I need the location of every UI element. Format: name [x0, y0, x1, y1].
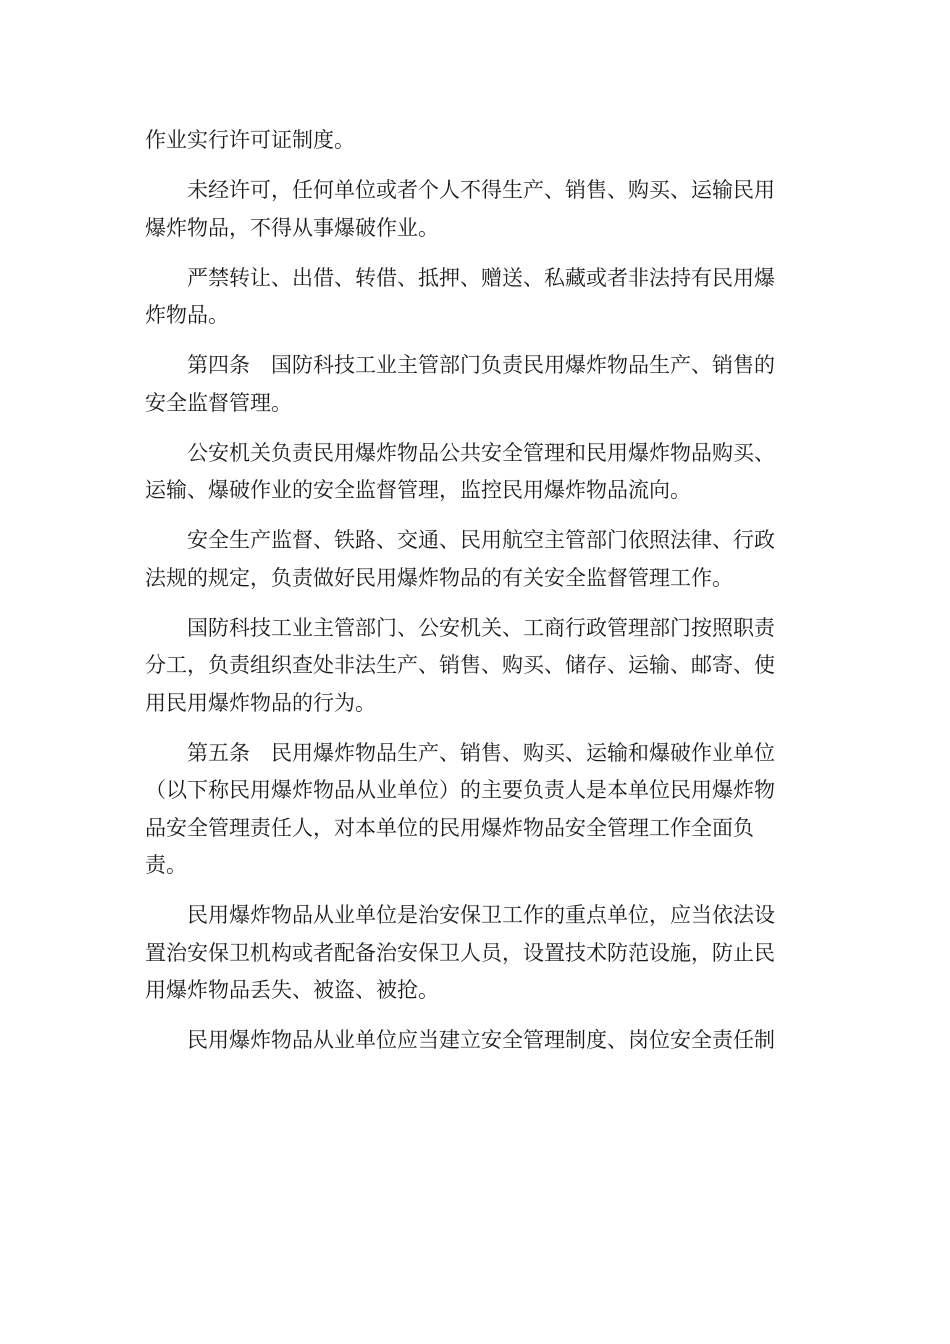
text-line: 用民用爆炸物品的行为。: [145, 690, 376, 715]
article-4-paragraph: [145, 347, 809, 422]
text-line: 炸物品。: [145, 303, 229, 327]
text-line: 作业实行许可证制度。: [145, 128, 355, 152]
text-line: 分工，负责组织查处非法生产、销售、购买、储存、运输、邮寄、使: [145, 653, 775, 677]
paragraph-10: [145, 1022, 809, 1060]
text-line: 民用爆炸物品从业单位应当建立安全管理制度、岗位安全责任制: [187, 1028, 775, 1052]
paragraph-2: [145, 172, 809, 247]
text-line: 爆炸物品，不得从事爆破作业。: [145, 215, 439, 240]
text-line: 安全监督管理。: [145, 390, 292, 415]
paragraph-9: [145, 897, 809, 1010]
text-line: 第四条 国防科技工业主管部门负责民用爆炸物品生产、销售的: [187, 353, 775, 377]
text-line: 严禁转让、出借、转借、抵押、赠送、私藏或者非法持有民用爆: [187, 265, 775, 290]
text-line: 责。: [145, 853, 187, 877]
text-line: 置治安保卫机构或者配备治安保卫人员，设置技术防范设施，防止民: [145, 940, 775, 965]
text-line: 第五条 民用爆炸物品生产、销售、购买、运输和爆破作业单位: [187, 740, 775, 765]
paragraph-3: [145, 260, 809, 335]
text-line: 品安全管理责任人，对本单位的民用爆炸物品安全管理工作全面负: [145, 815, 754, 840]
text-line: （以下称民用爆炸物品从业单位）的主要负责人是本单位民用爆炸物: [145, 778, 775, 802]
text-line: 未经许可，任何单位或者个人不得生产、销售、购买、运输民用: [187, 178, 775, 202]
text-line: 安全生产监督、铁路、交通、民用航空主管部门依照法律、行政: [187, 528, 775, 552]
paragraph-1: [145, 122, 809, 160]
paragraph-6: [145, 522, 809, 597]
text-line: 用爆炸物品丢失、被盗、被抢。: [145, 978, 439, 1002]
text-line: 法规的规定，负责做好民用爆炸物品的有关安全监督管理工作。: [145, 565, 733, 590]
text-line: 公安机关负责民用爆炸物品公共安全管理和民用爆炸物品购买、: [187, 440, 775, 465]
text-line: 国防科技工业主管部门、公安机关、工商行政管理部门按照职责: [187, 615, 775, 640]
paragraph-5: [145, 435, 809, 510]
article-5-paragraph: [145, 735, 809, 885]
paragraph-7: [145, 610, 809, 723]
document-body: [145, 122, 809, 1060]
text-line: 运输、爆破作业的安全监督管理，监控民用爆炸物品流向。: [145, 478, 691, 502]
text-line: 民用爆炸物品从业单位是治安保卫工作的重点单位，应当依法设: [187, 903, 775, 927]
